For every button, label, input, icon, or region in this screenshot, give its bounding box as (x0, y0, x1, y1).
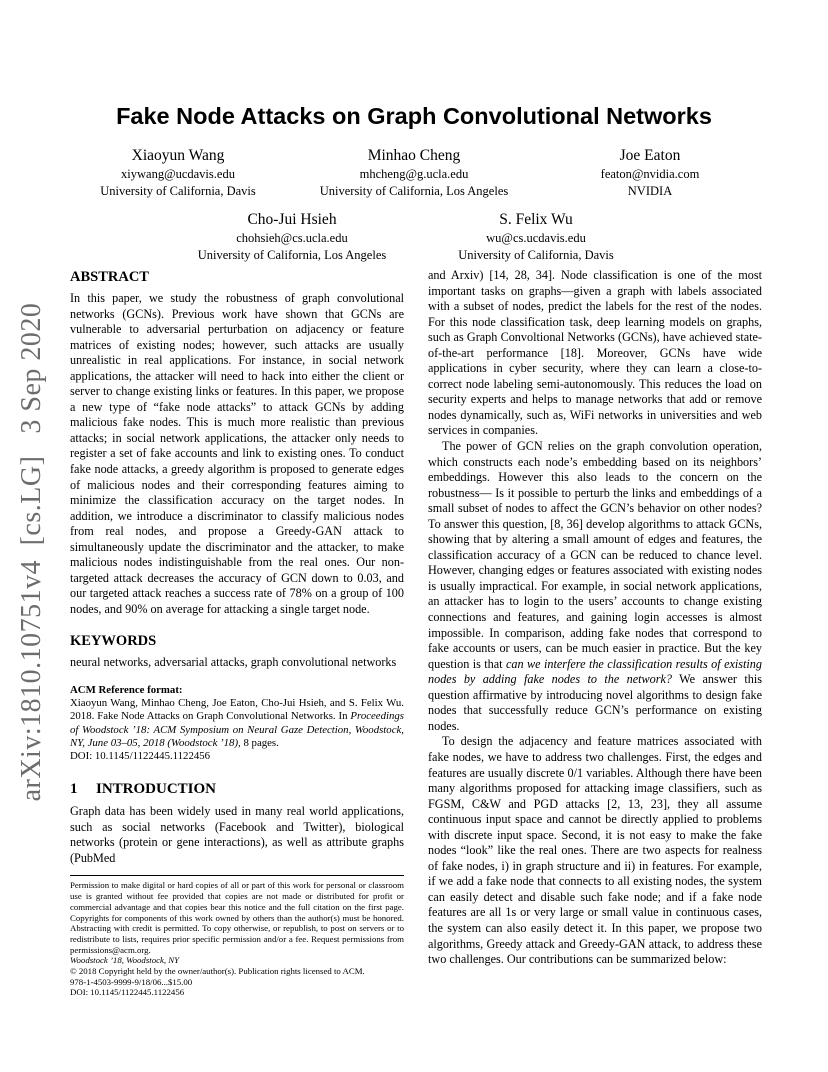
keywords-text: neural networks, adversarial attacks, graph convolutional networks (70, 655, 397, 670)
author-affiliation: University of California, Davis (458, 248, 614, 262)
right-column-paragraph-2 (428, 439, 762, 734)
acm-reference-text (70, 697, 404, 750)
abstract-text: In this paper, we study the robustness of graph convolutional networks (GCNs). Previous work have shown that GCNs are vulnerable to adversarial perturbation on adjacency or feature matrices of existing nodes; however, such attacks are usually unrealistic in real applications. For instance, in social network applications, the attacker will need to hack into either the client or server to change existing links or features. In this paper, we propose a new type of “fake node attacks” to attack GCNs by adding malicious fake nodes. This is much more realistic than previous attacks; in social network applications, the attacker only needs to register a set of fake accounts and link to existing ones. To conduct fake node attacks, a greedy algorithm is proposed to generate edges of malicious nodes and their corresponding features aiming to minimize the classification accuracy on the target nodes. In addition, we introduce a discriminator to classify malicious nodes from real nodes, and propose a Greedy-GAN attack to simultaneously update the discriminator and the attacker, to make malicious nodes indistinguishable from the real ones. Our non-targeted attack decreases the accuracy of GCN down to 0.03, and our targeted attack reaches a success rate of 78% on a group of 100 nodes, and 90% on average for attacking a single target node. (70, 291, 404, 616)
left-column (70, 268, 404, 998)
introduction-paragraph: Graph data has been widely used in many real world applications, such as social networks (Facebook and Twitter), biological networks (protein or gene interactions), as well as attribute graphs (PubMed (70, 804, 404, 865)
right-column (428, 268, 762, 998)
section-heading-keywords: KEYWORDS (70, 633, 157, 650)
author-name: S. Felix Wu (499, 211, 573, 228)
paragraph-text: We answer this question affirmative by introducing novel algorithms to design fake nodes that successfully reduce GCN’s performance on existing nodes. (428, 672, 762, 733)
footnote-permission: Permission to make digital or hard copies of all or part of this work for personal or classroom use is granted without fee provided that copies are not made or distributed for profit or commercial advantage and that copies bear this notice and the full citation on the first page. Copyrights for components of this work owned by others than the author(s) must be honored. Abstracting with credit is permitted. To copy otherwise, or republish, to post on servers or to redistribute to lists, requires prior specific permission and/or a fee. Request permissions from permissions@acm.org. (70, 880, 404, 955)
author-affiliation: University of California, Los Angeles (319, 184, 509, 198)
section-number: 1 (70, 781, 78, 798)
author-affiliation: University of California, Los Angeles (197, 248, 387, 262)
author-block (414, 210, 658, 264)
footnote-block (70, 875, 404, 998)
section-title: INTRODUCTION (96, 781, 217, 798)
acm-reference-heading: ACM Reference format: (70, 684, 183, 697)
author-affiliation: NVIDIA (627, 184, 673, 198)
author-name: Minhao Cheng (367, 147, 461, 164)
paragraph-emphasis: can we interfere the classification results of existing nodes by adding fake nodes to the network? (428, 656, 762, 687)
section-heading-abstract: ABSTRACT (70, 269, 149, 285)
right-column-paragraph-1: and Arxiv) [14, 28, 34]. Node classification is one of the most important tasks on graphs—given a graph with labels associated with a subset of nodes, predict the labels for the rest of the nodes. For this node classification task, deep learning models on graphs, such as Graph Convoltional Networks (GCNs), have achieved state-of-the-art performance [18]. Moreover, GCNs have wide applications in cyber security, where they can learn a close-to-correct node labeling semi-autonomously. This reduces the load on security experts and helps to manage networks that add or remove nodes dynamically, such as, WiFi networks in universities and web services in companies. (428, 268, 762, 438)
footnote-doi: DOI: 10.1145/1122445.1122456 (70, 987, 185, 998)
author-email: chohsieh@cs.ucla.edu (236, 231, 348, 245)
author-email: wu@cs.ucdavis.edu (486, 231, 586, 245)
acm-reference-doi: DOI: 10.1145/1122445.1122456 (70, 750, 211, 763)
author-block (60, 146, 296, 200)
arxiv-watermark: arXiv:1810.10751v4 [cs.LG] 3 Sep 2020 (16, 302, 47, 802)
acm-reference-authors: Xiaoyun Wang, Minhao Cheng, Joe Eaton, Cho-Jui Hsieh, and S. Felix Wu. 2018. Fake Node Attacks on Graph Convolutional Networks. In (70, 697, 404, 723)
author-name: Cho-Jui Hsieh (247, 211, 337, 228)
footnote-isbn: 978-1-4503-9999-9/18/06...$15.00 (70, 976, 193, 987)
author-affiliation: University of California, Davis (100, 184, 256, 198)
author-block (170, 210, 414, 264)
paragraph-text: The power of GCN relies on the graph convolution operation, which constructs each node’s embedding based on its neighbors’ embeddings. However this also leads to the concern on the robustness— Is it possible to perturb the links and embeddings of a small subset of nodes to affect the GCN’s behavior on other nodes? To answer this question, [8, 36] develop algorithms to attack GCNs, showing that by altering a small amount of edges and features, the classification accuracy of a GCN can be reduced to chance level. However, changing edges or features associated with existing nodes is usually impractical. For example, in social network applications, an attacker has to login to the users’ accounts to change existing connections and features, and gaining login accesses is almost impossible. In comparison, adding fake nodes that correspond to fake accounts or users, can be much easier in practice. But the key question is that (428, 439, 762, 671)
authors-row-2 (170, 210, 658, 264)
two-column-body (70, 268, 762, 998)
acm-reference-pages: 8 pages. (240, 736, 279, 749)
author-block (296, 146, 532, 200)
right-column-paragraph-3: To design the adjacency and feature matrices associated with fake nodes, we have to address two challenges. First, the edges and features are usually discrete 0/1 variables. Although there have been many algorithms proposed for attacking image classifiers, such as FGSM, C&W and PGD attacks [2, 13, 23], they all assume continuous input space and cannot be directly applied to problems with discrete input space. Second, it is not easy to make the fake nodes “look” like the real ones. There are two aspects for realness of fake nodes, i) in graph structure and ii) in features. For example, if we add a fake node that connects to all existing nodes, the system can easily detect and disable such fake node; and if a fake node features are all 1s or very large or small value in continuous cases, the system can also easily detect it. In this paper, we propose two algorithms, Greedy attack and Greedy-GAN attack, to address these two challenges. Our contributions can be summarized below: (428, 734, 762, 967)
footnote-conference: Woodstock ’18, Woodstock, NY (70, 955, 180, 966)
author-email: mhcheng@g.ucla.edu (359, 167, 469, 181)
author-email: xiywang@ucdavis.edu (121, 167, 235, 181)
footnote-copyright: © 2018 Copyright held by the owner/author(s). Publication rights licensed to ACM. (70, 966, 365, 977)
acm-reference-venue: Proceedings of Woodstock ’18: ACM Symposium on Neural Gaze Detection, Woodstock, NY, June 03–05, 2018 (Woodstock ’18), (70, 710, 404, 749)
section-heading-introduction (70, 780, 404, 798)
author-name: Joe Eaton (619, 147, 681, 164)
author-block (532, 146, 768, 200)
author-email: featon@nvidia.com (600, 167, 700, 181)
paper-title: Fake Node Attacks on Graph Convolutional Networks (116, 103, 712, 129)
author-name: Xiaoyun Wang (131, 147, 225, 164)
authors-row-1 (60, 146, 768, 200)
